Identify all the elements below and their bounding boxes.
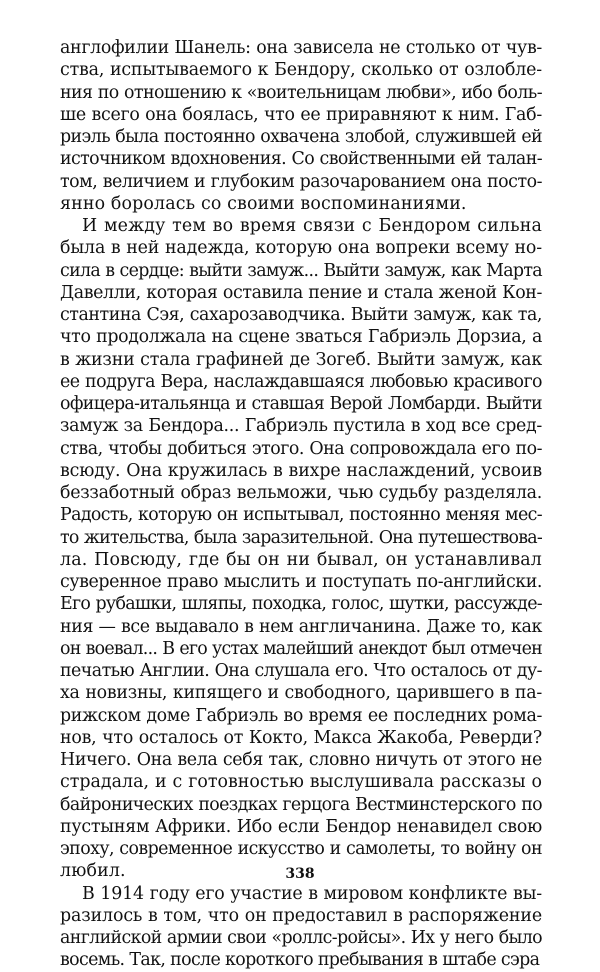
text-line: ния — все выдавало в нем англичанина. Даже то, как	[60, 616, 542, 637]
text-line: В 1914 году его участие в мировом конфликте вы-	[82, 883, 542, 904]
text-line: пустыням Африки. Ибо если Бендор ненавидел свою	[60, 816, 542, 837]
text-line: офицера-итальянца и ставшая Верой Ломбарди. Выйти	[60, 394, 542, 414]
paragraph	[60, 883, 542, 972]
text-line: в жизни стала графиней де Зогеб. Выйти замуж, как	[60, 349, 542, 370]
text-line: что продолжала на сцене зваться Габриэль Дорзиа, а	[60, 327, 542, 348]
text-line: всюду. Она кружилась в вихре наслаждений, усвоив	[60, 460, 542, 481]
text-line: ше всего она боялась, что ее приравняют к ним. Габ-	[60, 104, 542, 125]
text-line: страдала, и с готовностью выслушивала рассказы о	[60, 772, 542, 793]
body-text	[60, 37, 542, 972]
text-line: том, величием и глубоким разочарованием она посто-	[60, 171, 542, 192]
text-line: байронических поездках герцога Вестминстерского по	[60, 794, 542, 815]
text-line: риэль была постоянно охвачена злобой, служившей ей	[60, 127, 542, 147]
text-line: Давелли, которая оставила пение и стала женой Кон-	[60, 282, 542, 303]
text-line: английской армии свои «роллс-ройсы». Их у него было	[60, 928, 542, 948]
text-line: сила в сердце: выйти замуж... Выйти замуж, как Марта	[60, 260, 542, 281]
paragraph	[60, 37, 542, 215]
text-line: печатью Англии. Она слушала его. Что осталось от ду-	[60, 661, 542, 681]
text-line: суверенное право мыслить и поступать по-английски.	[60, 572, 542, 592]
text-line: И между тем во время связи с Бендором сильна	[82, 216, 542, 236]
text-line: любил.	[60, 861, 126, 882]
text-line: стантина Сэя, сахарозаводчика. Выйти замуж, как та,	[60, 305, 542, 325]
text-line: разилось в том, что он предоставил в распоряжение	[60, 905, 542, 926]
text-line: ства, чтобы добиться этого. Она сопровождала его по-	[60, 438, 542, 459]
paragraph	[60, 215, 542, 883]
text-line: эпоху, современное искусство и самолеты, то войну он	[60, 839, 542, 859]
text-line: Его рубашки, шляпы, походка, голос, шутки, рассужде-	[60, 594, 542, 615]
text-line: замуж за Бендора... Габриэль пустила в ход все сред-	[60, 416, 542, 437]
text-line: янно боролась со своими воспоминаниями.	[60, 193, 467, 214]
text-line: нов, что осталось от Кокто, Макса Жакоба, Реверди?	[60, 727, 542, 748]
text-line: восемь. Так, после короткого пребывания в штабе сэра	[60, 950, 540, 971]
text-line: ха новизны, кипящего и свободного, царившего в па-	[60, 683, 542, 704]
text-line: Радость, которую он испытывал, постоянно меняя мес-	[60, 505, 542, 526]
text-line: была в ней надежда, которую она вопреки всему но-	[60, 238, 542, 259]
text-line: ства, испытываемого к Бендору, сколько от озлобле-	[60, 60, 542, 81]
text-line: беззаботный образ вельможи, чью судьбу разделяла.	[60, 483, 542, 503]
text-line: рижском доме Габриэль во время ее последних рома-	[60, 705, 542, 726]
text-line: ния по отношению к «воительницам любви», ибо боль-	[60, 82, 542, 103]
text-line: источником вдохновения. Со свойственными ей талан-	[60, 149, 542, 170]
text-line: ее подруга Вера, наслаждавшаяся любовью красивого	[60, 371, 542, 392]
text-line: он воевал... В его устах малейший анекдот был отмечен	[60, 638, 542, 659]
text-line: англофилии Шанель: она зависела не столько от чув-	[60, 38, 542, 58]
text-line: ла. Повсюду, где бы он ни бывал, он устанавливал	[60, 549, 542, 570]
text-line: то жительства, была заразительной. Она путешествова-	[60, 527, 542, 548]
text-line: Ничего. Она вела себя так, словно ничуть от этого не	[60, 750, 542, 770]
page-number: 338	[285, 866, 315, 882]
